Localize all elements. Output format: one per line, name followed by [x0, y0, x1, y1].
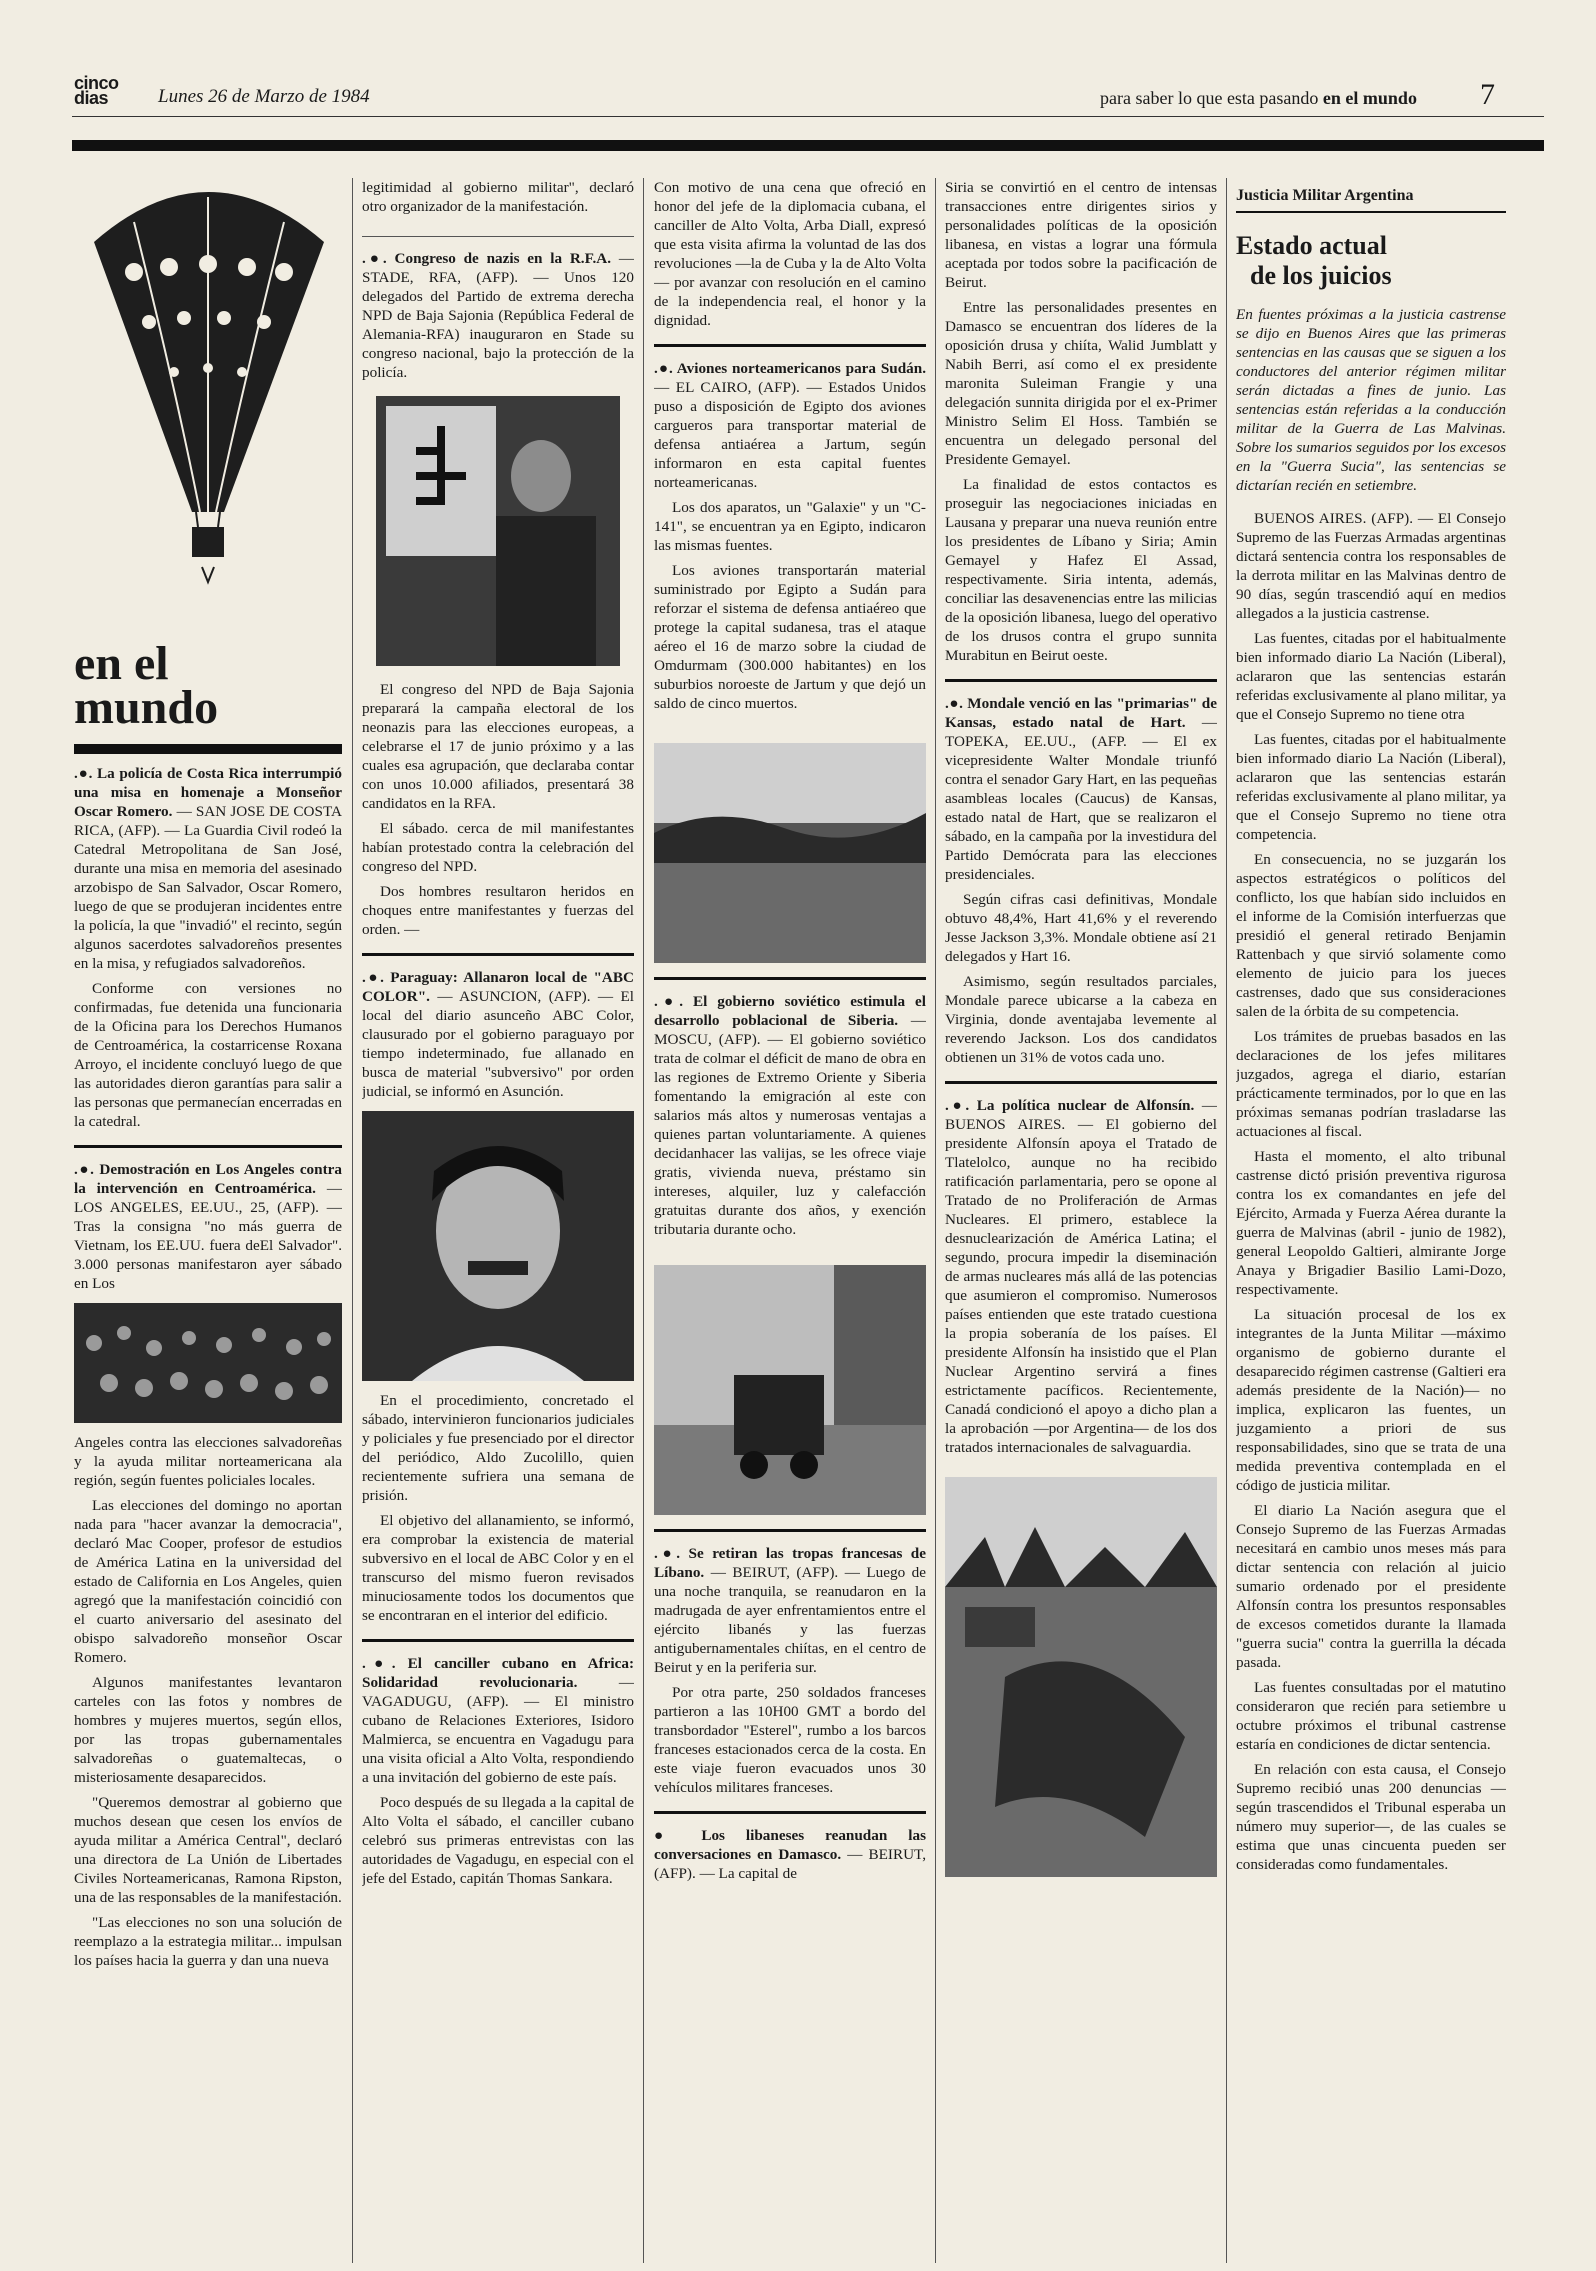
- story-costa-rica: [74, 764, 342, 973]
- wreckage-photo: [945, 1477, 1217, 1877]
- paragraph: Angeles contra las elecciones salvadoreñas y la ayuda militar norteamericana ala región, según fuentes policiales locales.: [74, 1434, 342, 1489]
- page-number: 7: [1480, 78, 1495, 111]
- paragraph: El sábado. cerca de mil manifestantes habían protestado contra la celebración del congreso del NPD.: [362, 820, 634, 875]
- headline: .●. Paraguay: Allanaron local de "ABC COLOR".: [362, 969, 634, 1005]
- body-text: — BUENOS AIRES. — El gobierno del presidente Alfonsín apoya el Tratado de Tlatelolco, aunque no ha recibido ratificación parlamentaria, pero se opone al Tratado de no Proliferación de Armas Nucleares. El primero, establece la desnuclearización de América Latina; el segundo, procura impedir la diseminación de armas nucleares más allá de las potencias que asumieron el compromiso. Numerosos países entienden que este tratado cuestiona la propia soberanía de los países. El presidente Alfonsín ha insistido que el Plan Nuclear Argentino servirá a fines estrictamente pacíficos. Recientemente, Canadá condicionó el apoyo a dicho plan a la aprobación —por Argentina— de los dos tratados internacionales de salvaguardia.: [945, 1097, 1217, 1456]
- masthead-bar: [72, 140, 1544, 151]
- body-text: — LOS ANGELES, EE.UU., 25, (AFP). — Tras la consigna "no más guerra de Vietnam, los EE.UU. fuera deEl Salvador". 3.000 personas manifestaron ayer sábado en Los: [74, 1180, 342, 1292]
- headline: .●. Mondale venció en las "primarias" de Kansas, estado natal de Hart.: [945, 695, 1217, 731]
- body-text: — BEIRUT, (AFP). — La capital de: [654, 1846, 926, 1882]
- paragraph: BUENOS AIRES. (AFP). — El Consejo Supremo de las Fuerzas Armadas argentinas dictará sentencia contra los responsables de la derrota militar en las Malvinas dentro de 90 días, según trascendió aquí en medios allegados a la justicia castrense.: [1236, 510, 1506, 622]
- story-tropas-francesas: [654, 1529, 926, 1797]
- paragraph: Las fuentes consultadas por el matutino consideraron que recién para setiembre u octubre próximos el tribunal castrense estaría en condiciones de dictar sentencia.: [1236, 1679, 1506, 1753]
- paragraph: En el procedimiento, concretado el sábado, intervinieron funcionarios judiciales y policiales y fue presenciado por el director del periódico, Aldo Zucolillo, quien recientemente sufriera una semana de prisión.: [362, 1392, 634, 1504]
- feature-title-line2: de los juicios: [1250, 261, 1392, 290]
- column-4: [945, 178, 1217, 2258]
- logo-line1: cinco: [74, 73, 119, 93]
- section-title: [74, 637, 342, 734]
- paragraph: El congreso del NPD de Baja Sajonia preparará la campaña electoral de los neonazis para las elecciones europeas, a celebrarse el 17 de junio próximo y a las cuales esa agrupación, que declaraba contar con unos 10.000 afiliados, presentará 38 candidatos en la RFA.: [362, 681, 634, 812]
- armored-vehicle-photo: [654, 1265, 926, 1515]
- body-text: — EL CAIRO, (AFP). — Estados Unidos puso a disposición de Egipto dos aviones cargueros para transportar material de defensa antiaérea a Jartum, según informaron en esta capital fuentes norteamericanas.: [654, 379, 926, 491]
- column-2: [362, 178, 634, 2258]
- column-5: [1236, 178, 1506, 2258]
- landscape-photo: [654, 743, 926, 963]
- paragraph: En consecuencia, no se juzgarán los aspectos estratégicos o políticos del conflicto, los que habían sido incluidos en el informe de la Comisión interfuerzas que presidió el general retirado Benjamin Rattenbach y que sirvió solamente como elemento de juicio para los jueces castrenses, dado que sus consideraciones salen de la órbita de su competencia.: [1236, 851, 1506, 1020]
- balloon-icon: [74, 182, 342, 602]
- neonazi-photo: [376, 396, 620, 666]
- story-canciller-cubano: [362, 1639, 634, 1888]
- story-mondale: [945, 679, 1217, 1067]
- story-damasco: [654, 1811, 926, 1883]
- column-1: [74, 178, 342, 2258]
- body-text: — VAGADUGU, (AFP). — El ministro cubano de Relaciones Exteriores, Isidoro Malmierca, se encuentra en Vagadugu para una visita oficial a Alto Volta, respondiendo a una invitación del gobierno de este país.: [362, 1674, 634, 1786]
- feature-title-line1: Estado actual: [1236, 231, 1387, 260]
- story-paraguay: [362, 953, 634, 1625]
- paragraph: Con motivo de una cena que ofreció en honor del jefe de la diplomacia cubana, el canciller de Alto Volta, Arba Diall, expresó que esta visita afirma la voluntad de las dos revoluciones —la de Cuba y la de Alto Volta— por avanzar con resolución en el camino de la independencia real, el honor y la dignidad.: [654, 179, 926, 329]
- paragraph: Por otra parte, 250 soldados franceses partieron a las 10H00 GMT a bordo del transbordador "Esterel", rumbo a los barcos franceses estacionados cerca de la costa. En este viaje fueron evacuados unos 30 vehículos militares franceses.: [654, 1684, 926, 1796]
- feature-title: [1236, 231, 1506, 291]
- paragraph: El objetivo del allanamiento, se informó, era comprobar la existencia de material subversivo en el local de ABC Color y en el transcurso del mismo fueron revisados minuciosamente todos los documentos que se encontraran en el interior del edificio.: [362, 1512, 634, 1624]
- column-rule: [1226, 178, 1227, 2263]
- balloon-illustration: [74, 182, 342, 602]
- headline: .●. La policía de Costa Rica interrumpió una misa en homenaje a Monseñor Oscar Romero.: [74, 765, 342, 820]
- column-rule: [643, 178, 644, 2263]
- crowd-photo: [74, 1303, 342, 1423]
- paragraph: El diario La Nación asegura que el Consejo Supremo de las Fuerzas Armadas necesitará en cambio unos meses más para dictar sentencia con relación al juicio sumario ordenado por el presidente Alfonsín contra los presuntos responsables de excesos cometidos durante la llamada "guerra sucia" contra la guerrilla la década pasada.: [1236, 1502, 1506, 1671]
- section-title-line1: en el: [74, 637, 169, 690]
- paragraph: Los dos aparatos, un "Galaxie" y un "C-141", se encuentran ya en Egipto, indicaron las mismas fuentes.: [654, 499, 926, 554]
- masthead-slogan: [1100, 88, 1417, 109]
- body-text: — MOSCU, (AFP). — El gobierno soviético trata de colmar el déficit de mano de obra en las regiones de Extremo Oriente y Siberia fomentando la emigración al este con salarios más altos y numerosas ventajas a quienes partan voluntariamente. A quienes decidanhacer las valijas, se les ofrece viaje gratis, vivienda nueva, préstamo sin intereses, alquiler, luz y calefacción gratuitas durante dos años, y exención tributaria durante ocho.: [654, 1012, 926, 1238]
- body-text: — BEIRUT, (AFP). — Luego de una noche tranquila, se reanudaron en la madrugada de ayer enfrentamientos entre el ejército libanés y las fuerzas antigubernamentales chiítas, en el centro de Beirut y en la periferia sur.: [654, 1564, 926, 1676]
- paragraph: Los trámites de pruebas basados en las declaraciones de los jefes militares juzgados, agrega el diario, estarían prácticamente terminados, por lo que en las próximas semanas podrían trasladarse las actuaciones al fiscal.: [1236, 1028, 1506, 1140]
- feature-lead: En fuentes próximas a la justicia castrense se dijo en Buenos Aires que las primeras sentencias en las causas que se siguen a los conductores del anterior régimen militar serán dictadas a fines de junio. Las sentencias están referidas a la conducción militar de la Guerra de Las Malvinas. Sobre los sumarios seguidos por los excesos en la "Guerra Sucia", las sentencias se dictarían recién en setiembre.: [1236, 306, 1506, 494]
- paragraph: En relación con esta causa, el Consejo Supremo recibió unas 200 denuncias —según trascendidos el Tribunal esperaba un número muy superior—, de las cuales se estima que unas cincuenta pueden ser consideradas como fundamentales.: [1236, 1761, 1506, 1873]
- paragraph: "Queremos demostrar al gobierno que muchos desean que cesen los envíos de ayuda militar a América Central", declaró una directora de La Unión de Libertades Civiles Norteamericanas, Ramona Ripston, una de las responsables de la manifestación.: [74, 1794, 342, 1906]
- logo-line2: dias: [74, 88, 109, 108]
- masthead-logo: [74, 73, 119, 108]
- story-nazis-rfa: [362, 236, 634, 939]
- column-rule: [352, 178, 353, 2263]
- paragraph: Los aviones transportarán material suministrado por Egipto a Sudán para reforzar el sistema de defensa antiaéreo que protege la capital sudanesa, tras el ataque aéreo el 16 de marzo sobre la ciudad de Omdurmam (300.000 habitantes) en los suburbios noroeste de Jartum y que dejó un saldo de cinco muertos.: [654, 562, 926, 712]
- headline: .●. La política nuclear de Alfonsín.: [945, 1097, 1195, 1114]
- portrait-photo: [362, 1111, 634, 1381]
- column-rule: [935, 178, 936, 2263]
- story-siberia: [654, 977, 926, 1239]
- story-los-angeles: [74, 1145, 342, 1970]
- masthead-rule: [72, 116, 1544, 117]
- story-aviones-sudan: [654, 344, 926, 713]
- body-text: — TOPEKA, EE.UU., (AFP. — El ex vicepresidente Walter Mondale triunfó contra el senador Gary Hart, en las pequeñas asambleas locales (Caucus) de Kansas, estado natal de Hart, que se realizaron el sábado, en la campaña por la investidura del Partido Demócrata para las elecciones presidenciales.: [945, 714, 1217, 883]
- masthead-date: Lunes 26 de Marzo de 1984: [158, 86, 370, 107]
- paragraph: Según cifras casi definitivas, Mondale obtuvo 48,4%, Hart 41,6% y el reverendo Jesse Jackson 3,3%. Mondale obtiene así 21 delegados y Hart 16.: [945, 891, 1217, 965]
- paragraph: Las fuentes, citadas por el habitualmente bien informado diario La Nación (Liberal), aclararon que las sentencias estarán referidas exclusivamente al plano militar, ya que el Consejo Supremo no tiene otra competencia.: [1236, 731, 1506, 843]
- section-rule: [74, 744, 342, 754]
- paragraph: Hasta el momento, el alto tribunal castrense dictó prisión preventiva rigurosa contra los ex comandantes en jefe del Ejército, Armada y Fuerza Aérea durante la guerra de Malvinas (abril - junio de 1982), general Leopoldo Galtieri, almirante Jorge Anaya y Brigadier Basilio Lami-Dozo, respectivamente.: [1236, 1148, 1506, 1298]
- headline: .●. Demostración en Los Angeles contra la intervención en Centroamérica.: [74, 1161, 342, 1197]
- kicker: Justicia Militar Argentina: [1236, 186, 1506, 213]
- paragraph: Poco después de su llegada a la capital de Alto Volta el sábado, el canciller cubano celebró sus primeras entrevistas con las autoridades de Vagadugu, en especial con el jefe del Estado, capitán Thomas Sankara.: [362, 1794, 634, 1887]
- paragraph: Entre las personalidades presentes en Damasco se encuentran dos líderes de la oposición drusa y chiíta, Walid Jumblatt y Nabih Berri, así como el ex presidente maronita Suleiman Frangie y una delegación sunnita dirigida por el ex-Primer Ministro Selim El Hoss. También se encuentra un delegado personal del Presidente Gemayel.: [945, 299, 1217, 468]
- column-3: [654, 178, 926, 2258]
- paragraph: Siria se convirtió en el centro de intensas transacciones entre dirigentes sirios y personalidades políticas de la oposición libanesa, en vistas a lograr una fórmula aceptada por todos sobre la pacificación de Beirut.: [945, 179, 1217, 291]
- paragraph: Algunos manifestantes levantaron carteles con las fotos y nombres de hombres y mujeres muertos, según ellos, por las tropas gubernamentales salvadoreñas o guatemaltecas, o misteriosamente desaparecidos.: [74, 1674, 342, 1786]
- story-politica-nuclear: [945, 1081, 1217, 1457]
- headline: .●. El canciller cubano en Africa: Solidaridad revolucionaria.: [362, 1655, 634, 1691]
- paragraph: Asimismo, según resultados parciales, Mondale parece ubicarse a la cabeza en Virginia, donde aventajaba levemente al reverendo Jackson. Los dos candidatos obtienen un 31% de votos cada uno.: [945, 973, 1217, 1066]
- headline: .●. Se retiran las tropas francesas de Líbano.: [654, 1545, 926, 1581]
- paragraph: La situación procesal de los ex integrantes de la Junta Militar —máximo organismo de gobierno durante el desaparecido régimen castrense (Galtieri era además presidente de la Nación)— no implica, explicaron las fuentes, un juzgamiento a priori de sus responsabilidades, sino que se trata de una medida preventiva contemplada en el código de justicia militar.: [1236, 1306, 1506, 1494]
- slogan-text: para saber lo que esta pasando: [1100, 88, 1323, 108]
- body-text: — SAN JOSE DE COSTA RICA, (AFP). — La Guardia Civil rodeó la Catedral Metropolitana de San José, durante una misa en memoria del asesinado arzobispo de San Salvador, Oscar Romero, luego de que se produjeran incidentes entre la policía, la que "invadió" el recinto, según algunos sacerdotes salvadoreños presentes en la misa, y refugiados salvadoreños.: [74, 803, 342, 972]
- body-text: — STADE, RFA, (AFP). — Unos 120 delegados del Partido de extrema derecha NPD de Baja Sajonia (República Federal de Alemania-RFA) inauguraron en Stade su congreso nacional, bajo la protección de la policía.: [362, 250, 634, 381]
- body-text: — ASUNCION, (AFP). — El local del diario asunceño ABC Color, clausurado por el gobierno paraguayo por tiempo indeterminado, fue allanado en busca de material "subversivo" por orden judicial, se informó en Asunción.: [362, 988, 634, 1100]
- headline: .●. Aviones norteamericanos para Sudán.: [654, 360, 926, 377]
- paragraph: legitimidad al gobierno militar", declaró otro organizador de la manifestación.: [362, 179, 634, 215]
- paragraph: Las fuentes, citadas por el habitualmente bien informado diario La Nación (Liberal), aclararon que las sentencias estarán referidas exclusivamente al plano militar, ya que el Consejo Supremo no tiene otra: [1236, 630, 1506, 723]
- headline: .●. Congreso de nazis en la R.F.A.: [362, 250, 612, 267]
- paragraph: "Las elecciones no son una solución de reemplazo a la estrategia militar... impulsan los países hacia la guerra y dan una nueva: [74, 1914, 342, 1969]
- headline: ● Los libaneses reanudan las conversaciones en Damasco.: [654, 1827, 926, 1863]
- paragraph: Las elecciones del domingo no aportan nada para "hacer avanzar la democracia", declaró Mac Cooper, profesor de estudios de América Latina en la universidad del estado de California en Los Angeles, quien agregó que la manifestación coincidió con el cuarto aniversario del asesinato del obispo salvadoreño monseñor Oscar Romero.: [74, 1497, 342, 1666]
- paragraph: Conforme con versiones no confirmadas, fue detenida una funcionaria de la Oficina para los Derechos Humanos de Centroamérica, la costarricense Roxana Arroyo, el incidente concluyó luego de que las autoridades dieron garantías para salir a las personas que permanecían encerradas en la catedral.: [74, 980, 342, 1130]
- paragraph: La finalidad de estos contactos es proseguir las negociaciones iniciadas en Lausana y preparar una nueva reunión entre los presidentes de Líbano y Siria; Amin Gemayel y Hafez El Assad, respectivamente. Siria intenta, además, conciliar las desavenencias entre las milicias de la oposición libanesa, luego del operativo de los drusos contra el grupo sunnita Murabitun en Beirut oeste.: [945, 476, 1217, 664]
- headline: .●. El gobierno soviético estimula el desarrollo poblacional de Siberia.: [654, 993, 926, 1029]
- slogan-bold: en el mundo: [1322, 88, 1417, 108]
- paragraph: Dos hombres resultaron heridos en choques entre manifestantes y fuerzas del orden. —: [362, 883, 634, 938]
- section-title-line2: mundo: [74, 681, 219, 734]
